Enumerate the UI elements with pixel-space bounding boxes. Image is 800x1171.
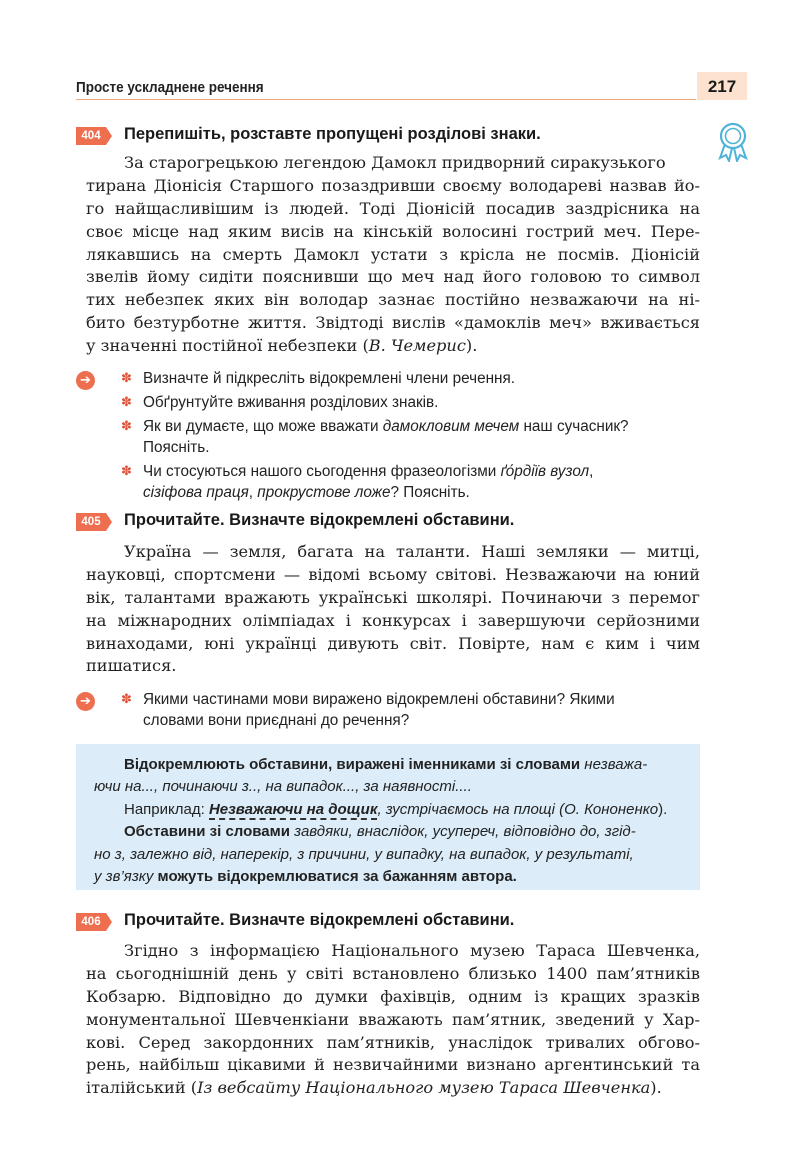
rule-line bbox=[76, 821, 700, 843]
text-fragment: , bbox=[248, 484, 258, 501]
rule-line bbox=[76, 754, 700, 776]
text-line: винаходами, юні українці дивують світ. Повірте, нам є ким і чим bbox=[86, 633, 700, 653]
text-line: Україна — земля, багата на таланти. Наші земляки — митці, bbox=[124, 542, 700, 561]
text-line: го найщасливішим із людей. Тоді Діонісій посадив заздрісника на bbox=[86, 198, 700, 218]
bold-text: можуть відокремлюватися за бажанням автора. bbox=[153, 868, 517, 886]
text-line: Кобзарю. Відповідно до думки фахівців, одним із кращих зразків bbox=[86, 986, 700, 1006]
text-line: тих небезпек яких він володар зазнає постійно незважаючи на ні- bbox=[86, 290, 700, 310]
exercise-text bbox=[86, 541, 700, 678]
task-text: Поясніть. bbox=[143, 439, 210, 456]
exercise-text bbox=[86, 940, 700, 1100]
italic-text: ючи на..., починаючи з.., на випадок..., за наявності.... bbox=[94, 778, 472, 796]
arrow-right-circle-icon: ➔ bbox=[76, 692, 95, 711]
text-line: монументальної Шевченкіани вважають пам’ятник, зведений у Хар- bbox=[86, 1009, 700, 1029]
task-text: Якими частинами мови виражено відокремлені обставини? Якими bbox=[143, 691, 615, 708]
text-line: тирана Діонісія Старшого позаздривши своєму володареві назвав йо- bbox=[86, 175, 700, 195]
text-line: на міжнародних олімпіадах і конкурсах і завершуючи серйозними bbox=[86, 610, 700, 630]
exercise-title: Прочитайте. Визначте відокремлені обставини. bbox=[124, 511, 515, 529]
text-line: вік, талантами вражають українські школярі. Починаючи з перемог bbox=[86, 587, 700, 607]
task-list bbox=[121, 689, 711, 734]
bold-text: Відокремлюють обставини, виражені іменниками зі словами bbox=[124, 756, 581, 773]
text-fragment: ? Поясніть. bbox=[390, 484, 470, 501]
asterisk-bullet-icon: ✽ bbox=[121, 464, 132, 479]
bold-text: Обставини зі словами bbox=[124, 823, 290, 841]
task-item bbox=[121, 392, 711, 413]
rule-line bbox=[76, 799, 700, 821]
header-divider bbox=[76, 99, 696, 100]
text-line: на сьогоднішній день у світі встановлено близько 1400 пам’ятників bbox=[86, 963, 700, 983]
italic-text: у зв’язку bbox=[94, 868, 154, 886]
exercise-number-badge: 404 bbox=[76, 127, 106, 145]
italic-phrase: сізіфова праця bbox=[143, 484, 249, 501]
author-name: В. Чемерис bbox=[368, 336, 466, 356]
italic-phrase: ґо́рдіїв вузол bbox=[500, 463, 590, 480]
asterisk-bullet-icon: ✽ bbox=[121, 419, 132, 434]
rule-line bbox=[76, 866, 700, 888]
task-item bbox=[121, 368, 711, 389]
text-fragment: ). bbox=[658, 800, 668, 818]
italic-text: завдяки, внаслідок, усупереч, відповідно до, згід- bbox=[289, 823, 636, 841]
text-fragment: італійський ( bbox=[86, 1078, 198, 1098]
text-line: пишатися. bbox=[86, 656, 177, 676]
italic-text: , зустрічаємось на площі ( bbox=[377, 800, 565, 818]
italic-phrase: дамокловим мечем bbox=[382, 418, 520, 435]
arrow-right-circle-icon: ➔ bbox=[76, 371, 95, 390]
rule-line bbox=[76, 844, 700, 866]
text-fragment: ). bbox=[465, 336, 478, 356]
text-line bbox=[86, 335, 700, 358]
text-fragment: Як ви думаєте, що може вважати bbox=[143, 418, 383, 435]
text-line: лякавшись на смерть Дамокл устати з крісла не посмів. Діонісій bbox=[86, 244, 700, 264]
rule-text bbox=[76, 754, 700, 888]
text-line: Згідно з інформацією Національного музею Тараса Шевченка, bbox=[124, 941, 700, 960]
task-text bbox=[143, 482, 711, 503]
exercise-number-badge: 406 bbox=[76, 913, 106, 931]
italic-text: незважа- bbox=[580, 756, 648, 773]
award-ribbon-icon bbox=[716, 122, 750, 162]
text-fragment: Чи стосуються нашого сьогодення фразеологізми bbox=[143, 463, 501, 480]
text-fragment: Наприклад: bbox=[124, 800, 209, 818]
section-title: Просте ускладнене речення bbox=[76, 79, 264, 96]
text-fragment: у значенні постійної небезпеки ( bbox=[86, 336, 369, 356]
rule-line bbox=[76, 776, 700, 798]
exercise-text bbox=[86, 152, 700, 358]
text-fragment: наш сучасник? bbox=[519, 418, 629, 435]
text-line bbox=[86, 1077, 700, 1100]
page-number: 217 bbox=[697, 72, 747, 100]
text-line: За старогрецькою легендою Дамокл придворний сиракузького bbox=[124, 153, 666, 172]
task-text bbox=[143, 461, 711, 482]
asterisk-bullet-icon: ✽ bbox=[121, 692, 132, 707]
text-line: кові. Серед закордонних пам’ятників, унаслідок тривалих обгово- bbox=[86, 1032, 700, 1052]
source-citation: Із вебсайту Національного музею Тараса Шевченка bbox=[197, 1078, 651, 1098]
asterisk-bullet-icon: ✽ bbox=[121, 395, 132, 410]
text-fragment: , bbox=[589, 463, 594, 480]
author-name: О. Кононенко bbox=[564, 800, 659, 818]
task-list bbox=[121, 368, 711, 506]
italic-phrase: прокрустове ложе bbox=[257, 484, 391, 501]
text-line: бито безтурботне життя. Звідтоді вислів «дамоклів меч» вживається bbox=[86, 313, 700, 333]
text-fragment: ). bbox=[650, 1078, 662, 1098]
exercise-title: Прочитайте. Визначте відокремлені обставини. bbox=[124, 911, 515, 929]
task-item bbox=[121, 416, 711, 458]
text-line: своє місце над яким висів на кінській волосині гострий меч. Пере- bbox=[86, 221, 700, 241]
example-phrase: Незважаючи на дощик bbox=[208, 800, 378, 818]
asterisk-bullet-icon: ✽ bbox=[121, 371, 132, 386]
text-line: звелів йому сидіти пояснивши що меч над його головою то символ bbox=[86, 267, 700, 287]
italic-text: но з, залежно від, наперекір, з причини, у випадку, на випадок, у результаті, bbox=[94, 845, 634, 863]
exercise-title: Перепишіть, розставте пропущені розділові знаки. bbox=[124, 125, 541, 143]
exercise-number-badge: 405 bbox=[76, 513, 106, 531]
task-item bbox=[121, 689, 711, 731]
task-item bbox=[121, 461, 711, 503]
text-line: рень, найбільш цікавими й незвичайними визнано аргентинський та bbox=[86, 1055, 700, 1075]
task-text: Визначте й підкресліть відокремлені члени речення. bbox=[143, 370, 516, 387]
task-text bbox=[143, 416, 711, 437]
text-line: науковці, спортсмени — відомі всьому світові. Незважаючи на юний bbox=[86, 564, 700, 584]
task-text: словами вони приєднані до речення? bbox=[143, 712, 410, 729]
task-text: Обґрунтуйте вживання розділових знаків. bbox=[143, 394, 439, 411]
rule-box bbox=[76, 744, 700, 890]
